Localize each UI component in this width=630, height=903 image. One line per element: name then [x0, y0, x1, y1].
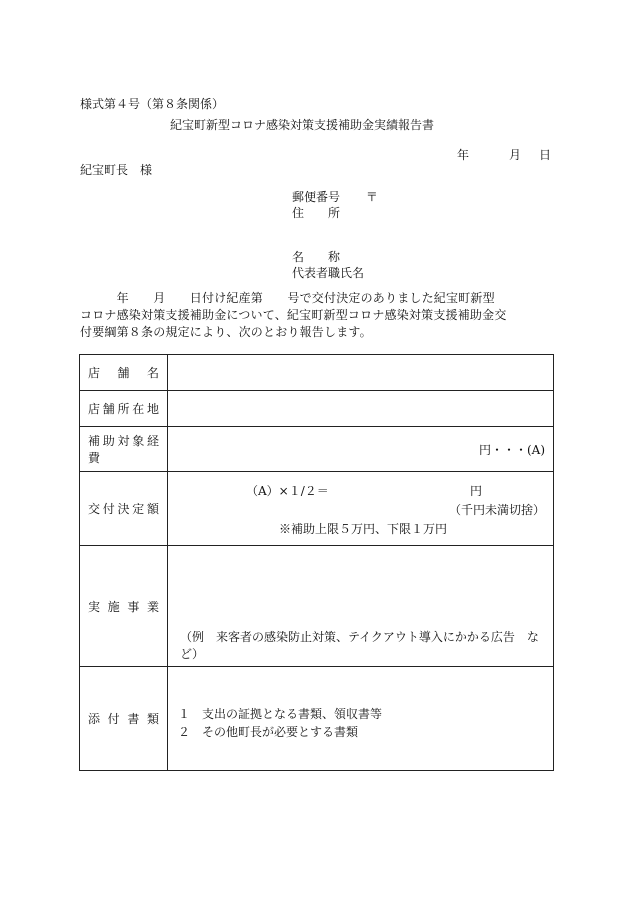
- postal-label: 郵便番号: [292, 190, 341, 204]
- rounding-note: （千円未満切捨）: [448, 503, 545, 517]
- grant-amount-field[interactable]: [168, 472, 554, 546]
- table-row: [80, 667, 554, 771]
- subsidy-cost-label: 補助対象経費: [80, 427, 168, 472]
- store-location-field[interactable]: [168, 391, 554, 427]
- table-row: [80, 427, 554, 472]
- rep-label: 代表者職氏名: [292, 266, 365, 280]
- report-table: [79, 354, 554, 771]
- name-label: 名 称: [292, 250, 341, 264]
- body-line-3: 付要綱第８条の規定により、次のとおり報告します。: [80, 325, 372, 339]
- grant-yen: 円: [470, 484, 483, 498]
- date-year: 年: [457, 148, 470, 162]
- table-row: [80, 546, 554, 667]
- project-field[interactable]: [168, 546, 554, 667]
- date-day: 日: [539, 148, 552, 162]
- store-location-label: 店舗所在地: [80, 391, 168, 427]
- body-line-1: 年 月 日付け紀産第 号で交付決定のありました紀宝町新型: [80, 291, 495, 305]
- date-month: 月: [509, 148, 522, 162]
- store-name-label: 店舗名: [80, 355, 168, 391]
- limit-note: ※補助上限５万円、下限１万円: [279, 522, 448, 536]
- rep-row: [292, 265, 365, 281]
- table-row: [80, 472, 554, 546]
- postal-mark: 〒: [365, 190, 378, 204]
- attachments-label: 添付書類: [80, 667, 168, 771]
- body-paragraph: [80, 290, 558, 341]
- postal-row: [292, 189, 378, 205]
- project-label: 実施事業: [80, 546, 168, 667]
- grant-amount-label: 交付決定額: [80, 472, 168, 546]
- table-row: [80, 355, 554, 391]
- addressee: 紀宝町長 様: [80, 163, 153, 177]
- attachments-field: [168, 667, 554, 771]
- form-number: 様式第４号（第８条関係）: [80, 97, 225, 111]
- table-row: [80, 391, 554, 427]
- address-row: [292, 205, 362, 221]
- attachment-item-2: ２ その他町長が必要とする書類: [178, 725, 359, 739]
- attachment-item-1: １ 支出の証拠となる書類、領収書等: [178, 707, 383, 721]
- body-line-2: コロナ感染対策支援補助金について、紀宝町新型コロナ感染対策支援補助金交: [80, 308, 507, 322]
- project-example: （例 来客者の感染防止対策、テイクアウト導入にかかる広告 など）: [180, 630, 539, 661]
- name-row: [292, 249, 362, 265]
- subsidy-cost-suffix: 円・・・(A): [478, 443, 545, 457]
- address-label: 住 所: [292, 206, 341, 220]
- subsidy-cost-field[interactable]: [168, 427, 554, 472]
- store-name-field[interactable]: [168, 355, 554, 391]
- grant-formula: （A）×１/２＝: [246, 484, 329, 498]
- document-title: 紀宝町新型コロナ感染対策支援補助金実績報告書: [170, 118, 435, 132]
